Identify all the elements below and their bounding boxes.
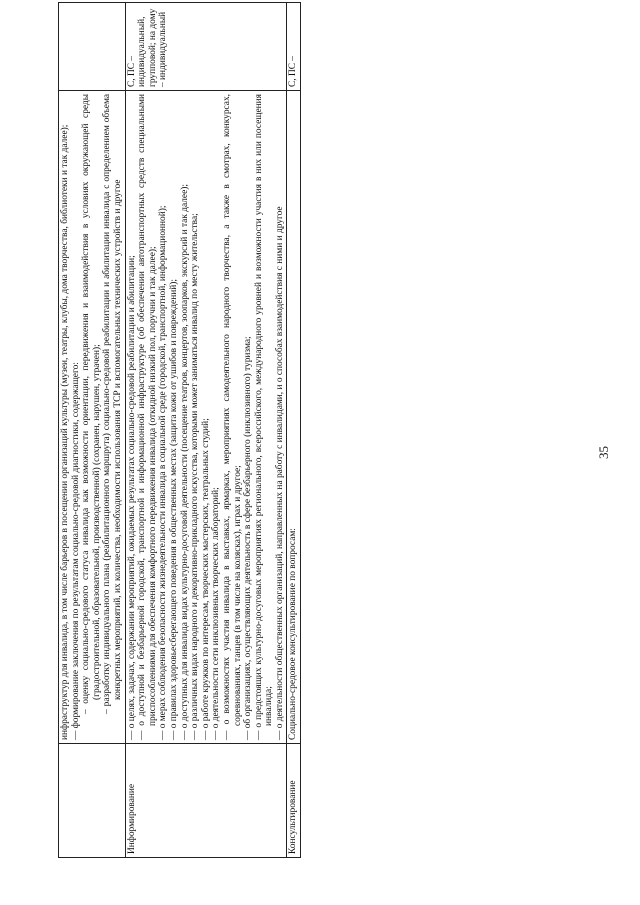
content-list-item: — о деятельности сети инклюзивных творческих лабораторий;	[211, 487, 222, 740]
table-body	[59, 3, 301, 858]
content-list-item: — формирование заключения по результатам социально-средовой диагностики, содержащего:	[70, 362, 81, 740]
service-content-cell	[125, 91, 287, 744]
content-paragraph: инфраструктур для инвалида, в том числе барьеров в посещении организаций культуры (музеи, театры, клубы, дома творчества, библиотеки и так далее);	[60, 124, 70, 740]
services-table	[58, 2, 301, 858]
content-list-item: — о доступных для инвалида видах культурно-досуговой деятельности (посещение театров, концертов, зоопарков, экскурсий и так далее);	[179, 184, 190, 740]
content-list-item: – разработку индивидуального плана (реабилитационного маршрута) социально-средовой реабилитации и абилитации инвалида с определением объема конкретных мероприятий, их количества, необходимости использования ТСР и вспомогательных технических устройств и другое	[102, 94, 123, 714]
table-row	[287, 3, 301, 858]
content-list-item: – оценку социально-средового статуса инвалида как возможности ориентации, передвижения и взаимодействия в условиях окружающей среды (градостроительной, образовательной, производственной) (сохранен, нарушен, утрачен);	[81, 94, 102, 714]
service-form-cell	[59, 3, 126, 91]
page-number: 35	[596, 446, 611, 459]
service-name-cell: Информирование	[125, 744, 287, 858]
content-list-item: — о доступной и безбарьерной городской, транспортной и информационной инфраструктуре (об обеспечении автотранспортных средств специальными приспособлениями для обеспечения комфортного передвижения инвалида (откидной низкий пол, поручни и так далее);	[137, 94, 158, 740]
content-list-item: — о предстоящих культурно-досуговых мероприятиях регионального, всероссийского, международного уровней и возможности участия в них или посещения инвалида;	[253, 94, 275, 740]
content-list-item: — о правилах здоровьесберегающего поведения в общественных местах (защита кожи от ушибов и повреждений);	[168, 279, 179, 740]
service-form-cell: С, ПС – индивидуальный, групповой; на дому – индивидуальный	[125, 3, 287, 91]
content-list-item: — о целях, задачах, содержании мероприятий, ожидаемых результатах социально-средовой реабилитации и абилитации;	[126, 255, 137, 740]
table-row	[125, 3, 287, 858]
service-name-cell: Консультирование	[287, 744, 301, 858]
service-content-cell	[59, 91, 126, 744]
service-form-cell: С, ПС –	[287, 3, 301, 91]
content-list-item: — о возможностях участия инвалида в выставках, ярмарках, мероприятиях самодеятельного народного творчества, а также в смотрах, конкурсах, соревнованиях, танцев (в том числе на колясках), играх и другое;	[221, 94, 243, 740]
content-list-item: — о деятельности общественных организаций, направленных на работу с инвалидами, и о способах взаимодействия с ними и другое	[274, 206, 285, 740]
service-content-cell	[287, 91, 301, 744]
content-list-item: — об организациях, осуществляющих деятельность в сфере безбарьерного (инклюзивного) туризма;	[243, 336, 254, 740]
content-list-item: — о различных видах народного и декоративно-прикладного искусства, которыми может заниматься инвалид по месту жительства;	[190, 213, 201, 740]
table-row	[59, 3, 126, 858]
service-name-cell	[59, 744, 126, 858]
content-paragraph: Социально-средовое консультирование по вопросам:	[288, 528, 299, 740]
content-list-item: — о мерах соблюдения безопасности жизнедеятельности инвалида в социальной среде (городской, транспортной, информационной);	[158, 205, 169, 740]
content-list-item: — о работе кружков по интересам, творческих мастерских, театральных студий;	[200, 418, 211, 740]
